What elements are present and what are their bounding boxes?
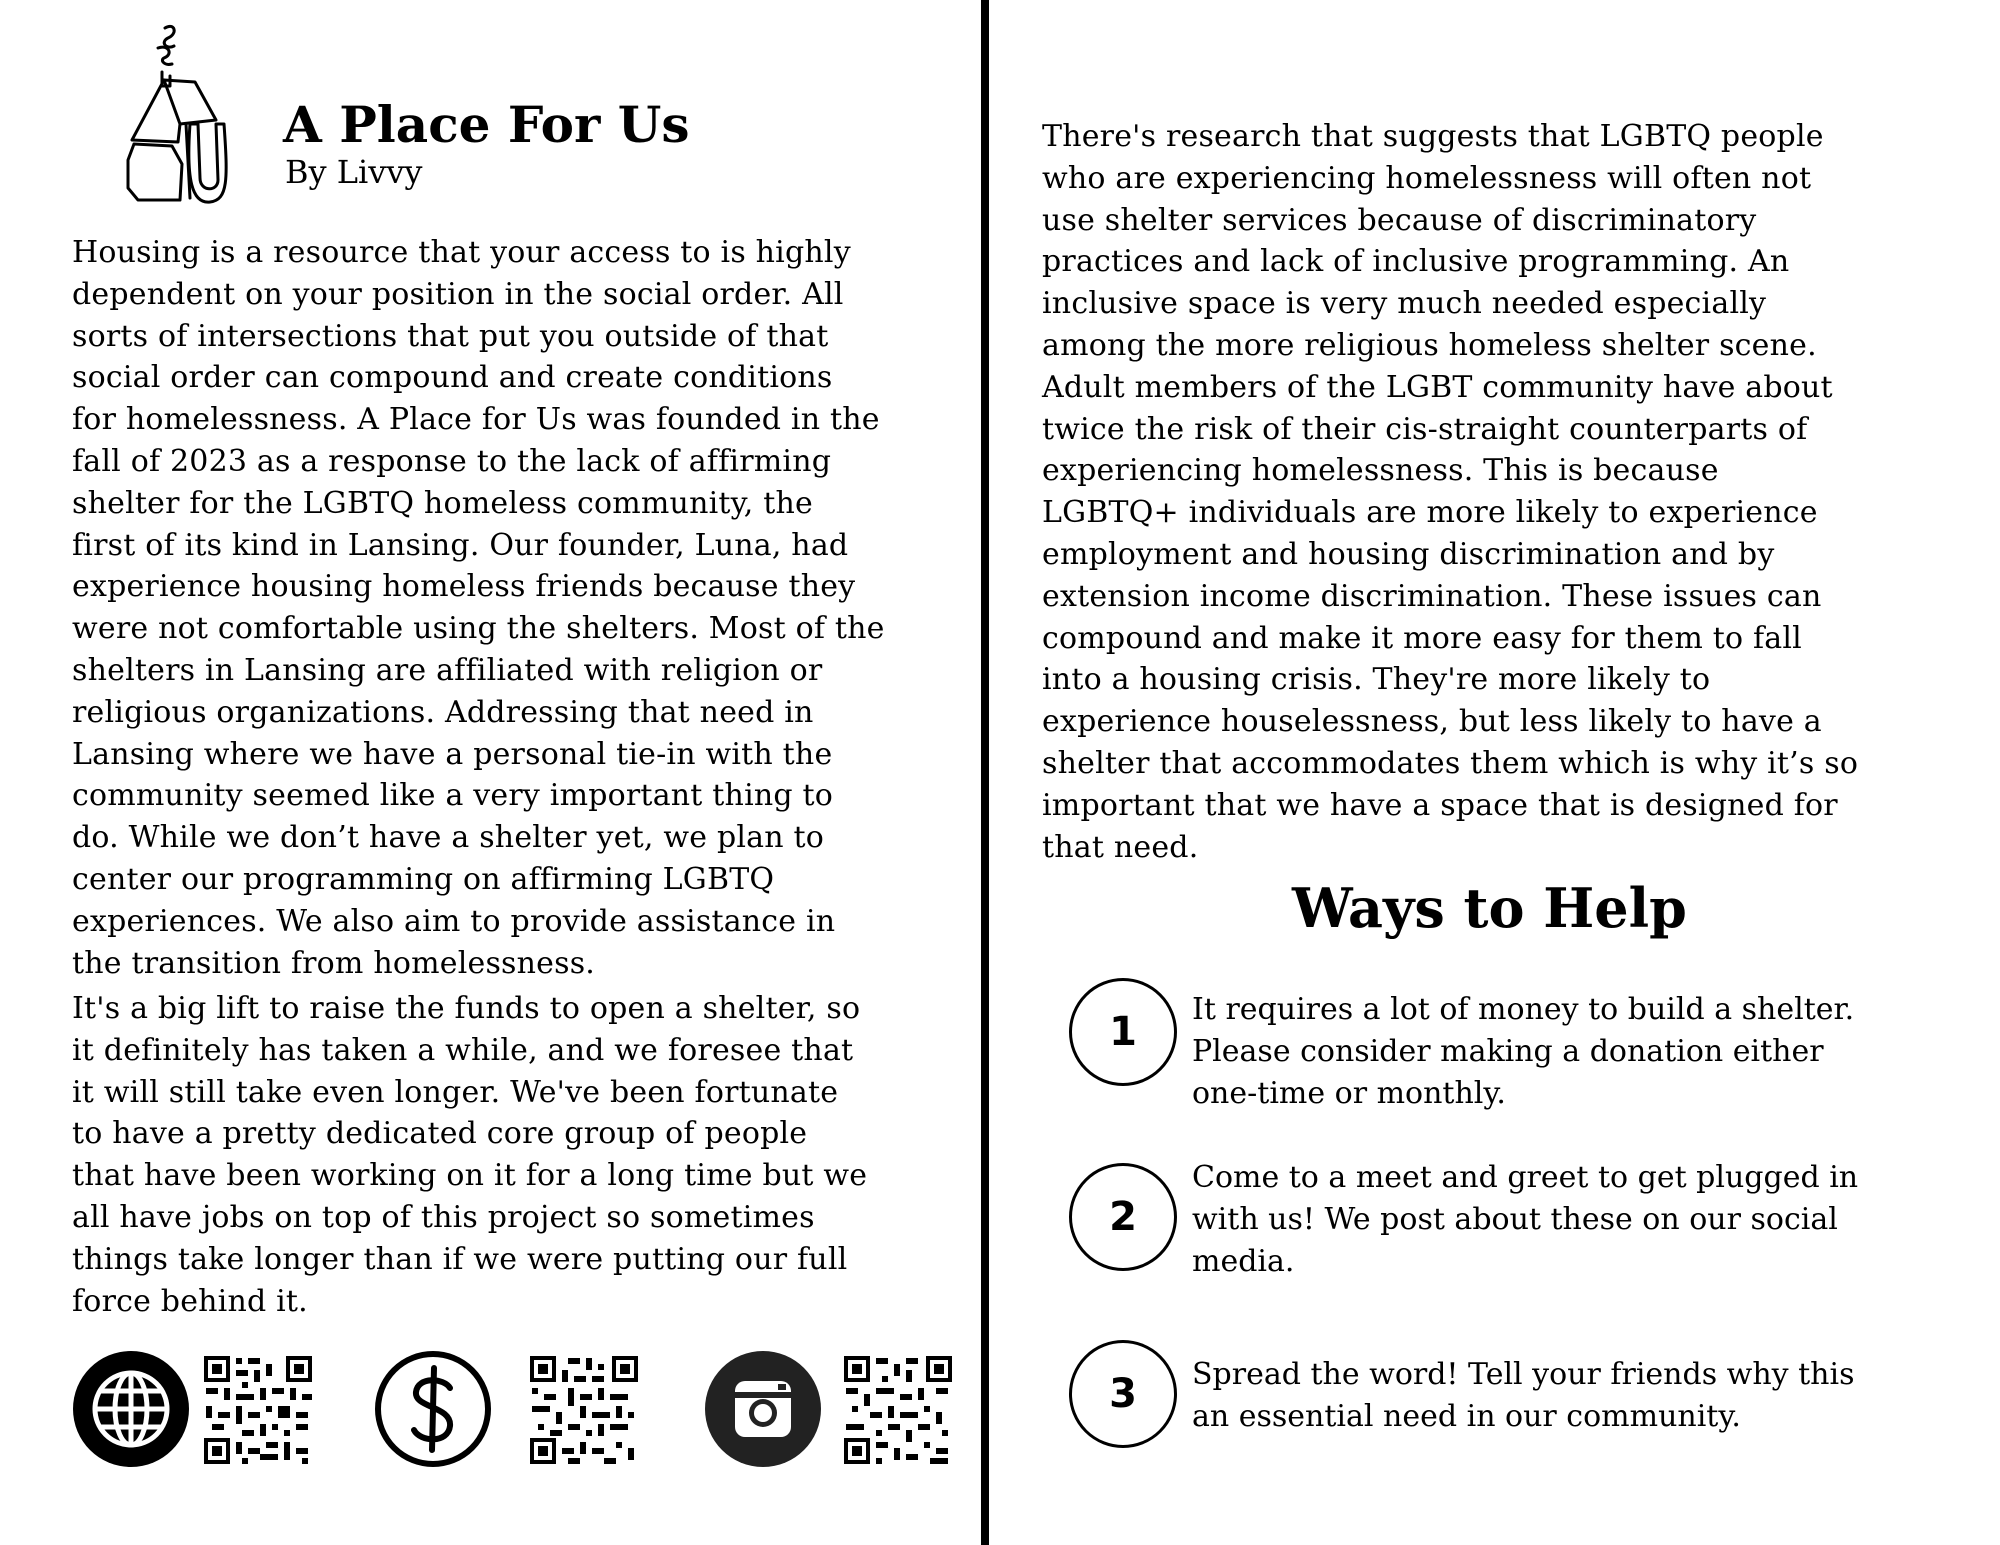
text-line: fall of 2023 as a response to the lack of affirming [72,443,832,479]
text-line: Come to a meet and greet to get plugged in [1192,1160,1859,1195]
step-number-badge: 2 [1069,1163,1177,1271]
text-line: to have a pretty dedicated core group of people [72,1116,808,1152]
text-line: employment and housing discrimination and by [1042,536,1775,572]
text-line: first of its kind in Lansing. Our founder, Luna, had [72,527,849,563]
funding-paragraph [72,988,867,1322]
text-line: shelter for the LGBTQ homeless community, the [72,485,814,521]
globe-icon[interactable] [72,1350,190,1468]
text-line: for homelessness. A Place for Us was founded in the [72,402,880,438]
text-line: do. While we don’t have a shelter yet, we plan to [72,820,825,856]
text-line: an essential need in our community. [1192,1398,1741,1434]
text-line: compound and make it more easy for them to fall [1042,620,1802,656]
text-line: inclusive space is very much needed especially [1042,286,1767,322]
text-line: important that we have a space that is designed for [1042,787,1838,823]
text-line: religious organizations. Addressing that need in [72,694,814,730]
text-line: Housing is a resource that your access to is highly [72,235,851,270]
intro-paragraph [72,232,885,984]
step-number-badge: 1 [1069,978,1177,1086]
text-line: experience housing homeless friends because they [72,569,856,605]
text-line: Lansing where we have a personal tie-in with the [72,736,833,772]
step-description [1192,1354,1855,1438]
text-line: social order can compound and create conditions [72,360,833,396]
text-line: things take longer than if we were putting our full [72,1241,848,1277]
text-line: Adult members of the LGBT community have about [1042,369,1833,405]
text-line: dependent on your position in the social order. All [72,276,844,312]
text-line: with us! We post about these on our social [1192,1201,1838,1237]
text-line: It requires a lot of money to build a shelter. [1192,992,1855,1027]
text-line: media. [1192,1243,1295,1279]
text-line: There's research that suggests that LGBTQ people [1042,119,1824,154]
page-title: A Place For Us [283,95,690,154]
text-line: sorts of intersections that put you outside of that [72,318,829,354]
donate-qr-code[interactable] [528,1354,640,1466]
text-line: experience houselessness, but less likely to have a [1042,704,1822,740]
text-line: shelters in Lansing are affiliated with religion or [72,652,823,688]
text-line: Please consider making a donation either [1192,1033,1824,1069]
text-line: It's a big lift to raise the funds to open a shelter, so [72,991,861,1026]
text-line: that have been working on it for a long time but we [72,1158,868,1194]
dollar-icon[interactable] [374,1350,492,1468]
text-line: the transition from homelessness. [72,945,596,981]
text-line: force behind it. [72,1283,308,1319]
text-line: use shelter services because of discriminatory [1042,202,1757,238]
text-line: LGBTQ+ individuals are more likely to experience [1042,495,1818,531]
text-line: that need. [1042,829,1199,865]
text-line: it will still take even longer. We've been fortunate [72,1074,839,1110]
research-paragraph [1042,116,1858,868]
text-line: into a housing crisis. They're more likely to [1042,662,1711,698]
text-line: center our programming on affirming LGBTQ [72,861,775,897]
text-line: all have jobs on top of this project so sometimes [72,1199,815,1235]
step-description [1192,989,1854,1114]
text-line: among the more religious homeless shelter scene. [1042,327,1817,363]
text-line: shelter that accommodates them which is why it’s so [1042,745,1859,781]
page-divider [981,0,989,1545]
ways-to-help-heading: Ways to Help [1292,876,1687,940]
text-line: it definitely has taken a while, and we foresee that [72,1032,854,1068]
text-line: experiences. We also aim to provide assistance in [72,903,836,939]
author-byline: By Livvy [285,153,423,191]
instagram-qr-code[interactable] [842,1354,954,1466]
step-number-badge: 3 [1069,1340,1177,1448]
step-description [1192,1157,1858,1282]
instagram-icon[interactable] [704,1350,822,1468]
text-line: who are experiencing homelessness will often not [1042,160,1812,196]
text-line: were not comfortable using the shelters. Most of the [72,611,885,647]
house-logo-icon [120,20,235,205]
website-qr-code[interactable] [202,1354,314,1466]
text-line: experiencing homelessness. This is because [1042,453,1719,489]
text-line: practices and lack of inclusive programming. An [1042,244,1790,280]
text-line: Spread the word! Tell your friends why this [1192,1357,1855,1392]
text-line: extension income discrimination. These issues can [1042,578,1822,614]
text-line: twice the risk of their cis-straight counterparts of [1042,411,1808,447]
text-line: one-time or monthly. [1192,1075,1506,1111]
text-line: community seemed like a very important thing to [72,778,834,814]
